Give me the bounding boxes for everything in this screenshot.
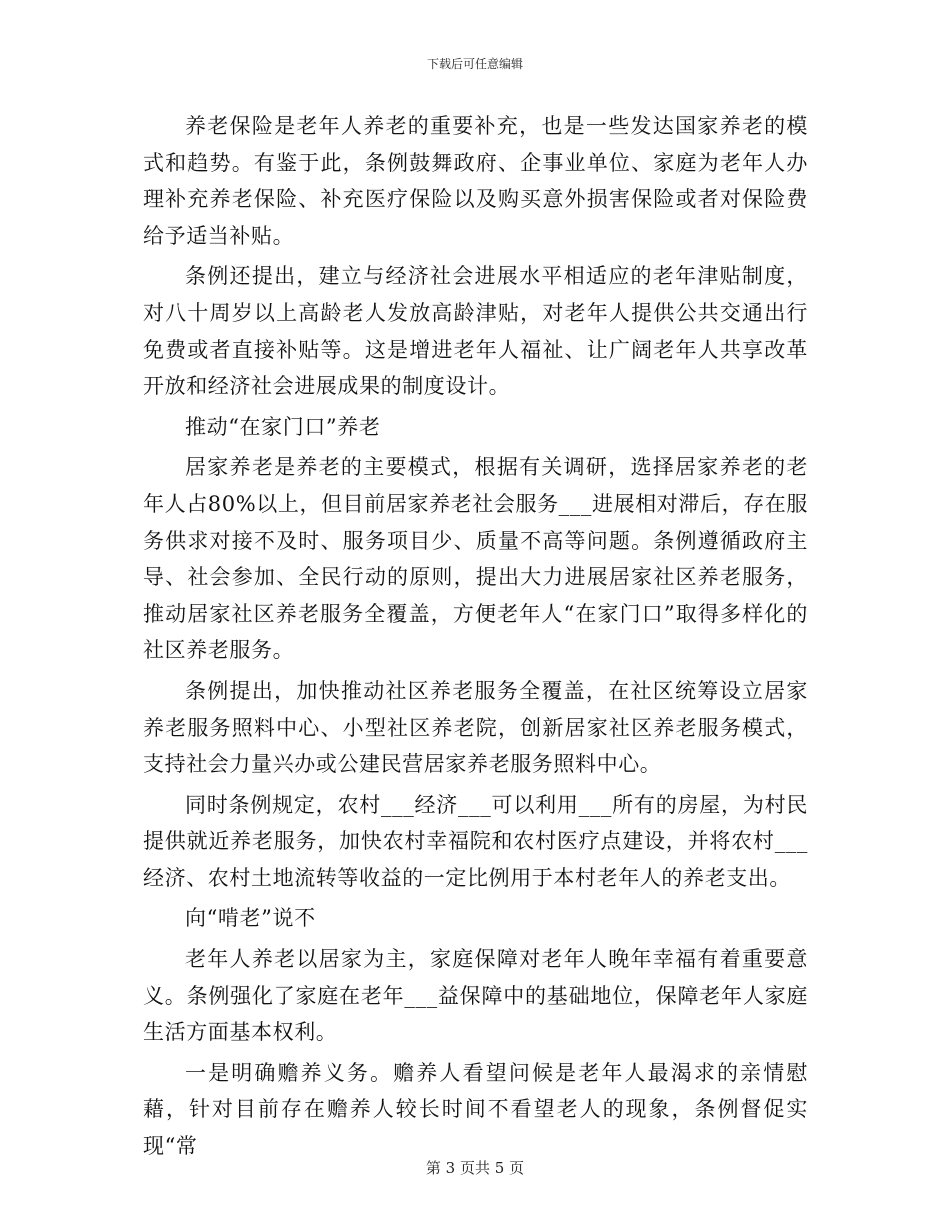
section-heading-no-leeching: 向“啃老”说不 xyxy=(185,906,316,931)
document-body xyxy=(143,108,808,1169)
page-header-note: 下载后可任意编辑 xyxy=(426,57,523,71)
paragraph-family-support: 老年人养老以居家为主，家庭保障对老年人晚年幸福有着重要意义。条例强化了家庭在老年___益保障中的基础地位，保障老年人家庭生活方面基本权利。 xyxy=(143,947,808,1045)
section-heading-home-care: 推动“在家门口”养老 xyxy=(185,414,381,439)
paragraph-community-care: 条例提出，加快推动社区养老服务全覆盖，在社区统筹设立居家养老服务照料中心、小型社区养老院，创新居家社区养老服务模式，支持社会力量兴办或公建民营居家养老服务照料中心。 xyxy=(143,678,808,777)
paragraph-pension-insurance: 养老保险是老年人养老的重要补充，也是一些发达国家养老的模式和趋势。有鉴于此，条例鼓舞政府、企事业单位、家庭为老年人办理补充养老保险、补充医疗保险以及购买意外损害保险或者对保险费给予适当补贴。 xyxy=(143,114,808,248)
paragraph-rural-care: 同时条例规定，农村___经济___可以利用___所有的房屋，为村民提供就近养老服务，加快农村幸福院和农村医疗点建设，并将农村___经济、农村土地流转等收益的一定比例用于本村老年人的养老支出。 xyxy=(143,792,808,890)
page-number-footer: 第 3 页共 5 页 xyxy=(425,1159,525,1177)
paragraph-home-care-mode: 居家养老是养老的主要模式，根据有关调研，选择居家养老的老年人占80%以上，但目前居家养老社会服务___进展相对滞后，存在服务供求对接不及时、服务项目少、质量不高等问题。条例遵循政府主导、社会参加、全民行动的原则，提出大力进展居家社区养老服务，推动居家社区养老服务全覆盖，方便老年人“在家门口”取得多样化的社区养老服务。 xyxy=(143,455,808,663)
paragraph-support-obligation: 一是明确赡养义务。赡养人看望问候是老年人最渴求的亲情慰藉，针对目前存在赡养人较长时间不看望老人的现象，条例督促实现“常 xyxy=(143,1060,808,1159)
paragraph-elderly-allowance: 条例还提出，建立与经济社会进展水平相适应的老年津贴制度，对八十周岁以上高龄老人发放高龄津贴，对老年人提供公共交通出行免费或者直接补贴等。这是增进老年人福祉、让广阔老年人共享改革开放和经济社会进展成果的制度设计。 xyxy=(143,264,808,399)
